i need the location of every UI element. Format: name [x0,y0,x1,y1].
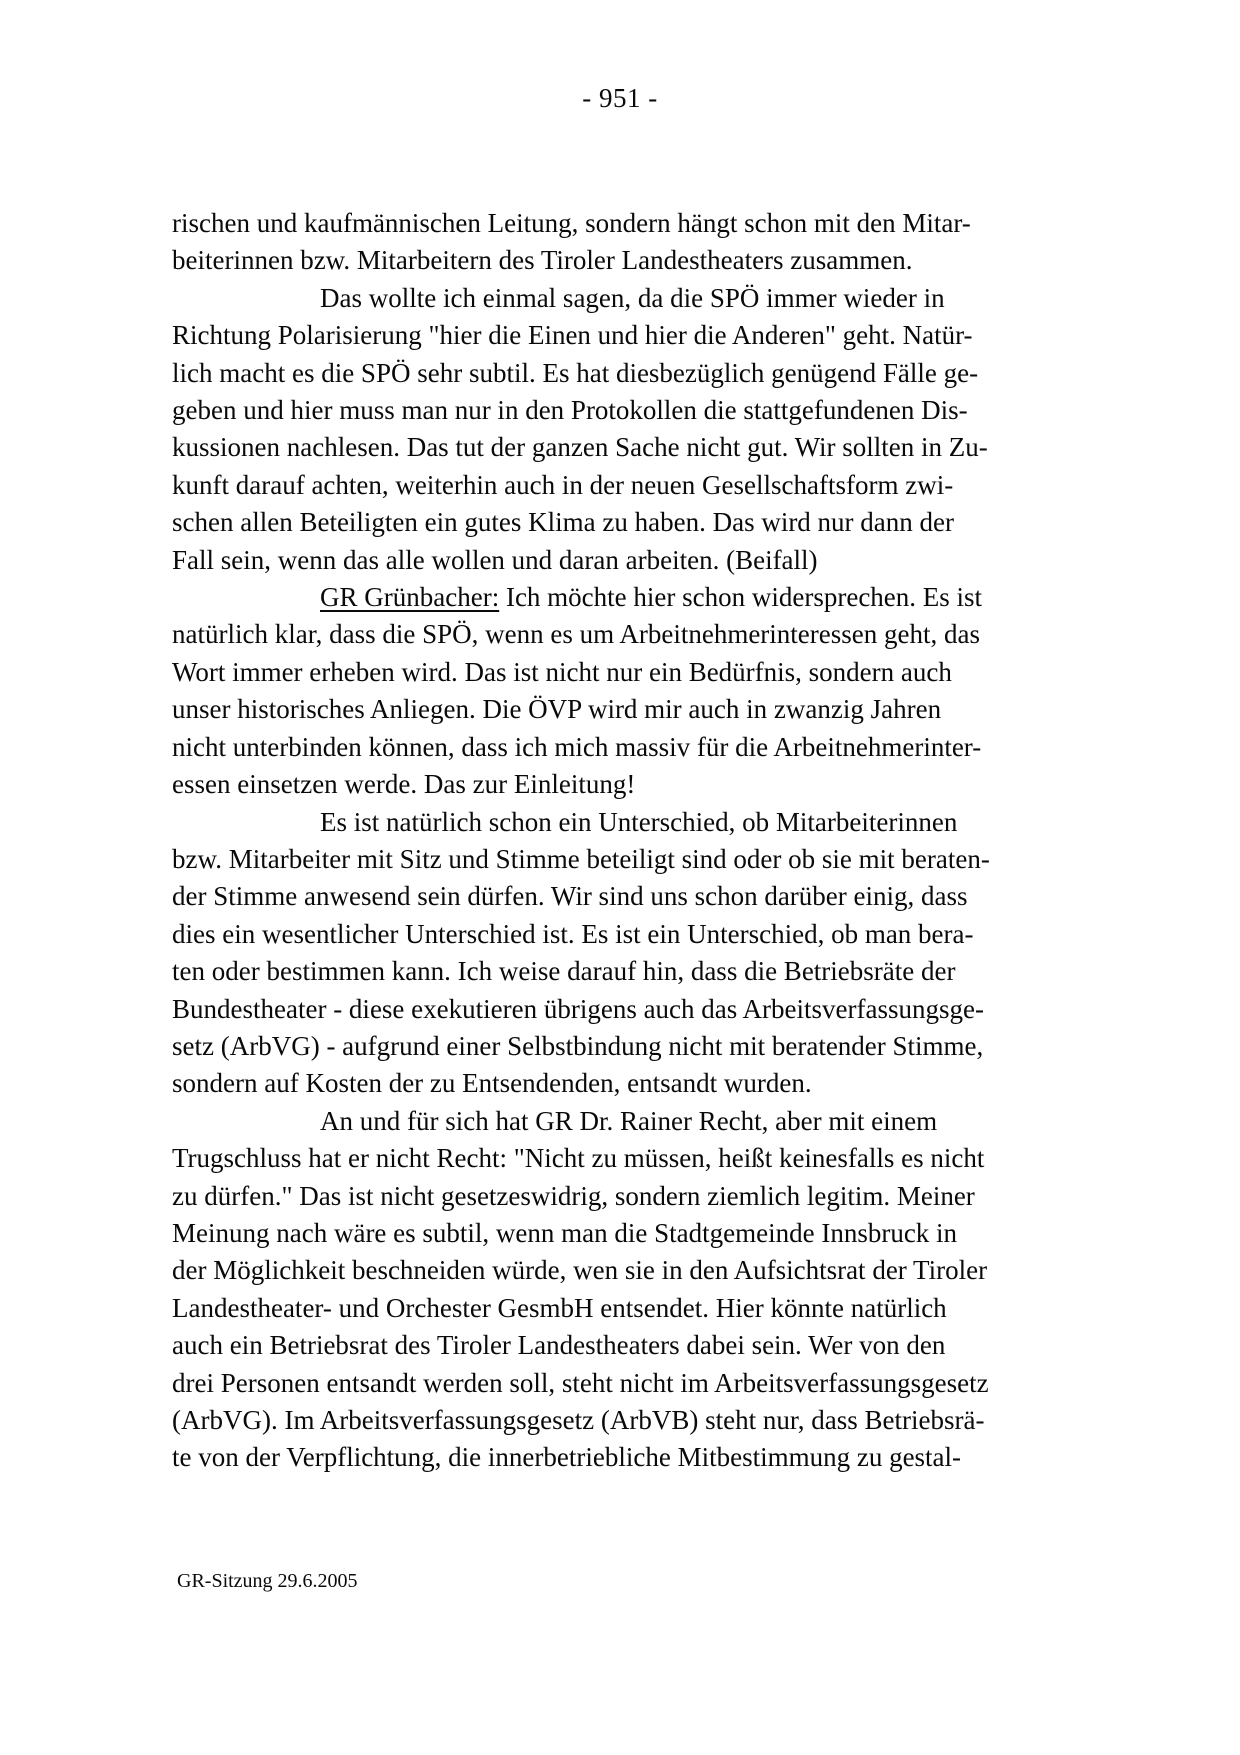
text-line: Das wollte ich einmal sagen, da die SPÖ immer wieder in [320,282,945,313]
text-line: Meinung nach wäre es subtil, wenn man die Stadtgemeinde Innsbruck in [172,1217,958,1248]
text-line: auch ein Betriebsrat des Tiroler Landestheaters dabei sein. Wer von den [172,1330,946,1361]
page-number: - 951 - [582,83,658,113]
text-line: beiterinnen bzw. Mitarbeitern des Tiroler Landestheaters zusammen. [172,245,913,276]
text-line: dies ein wesentlicher Unterschied ist. Es ist ein Unterschied, ob man bera- [172,918,974,949]
text-line-speaker [172,579,1077,616]
text-line: Es ist natürlich schon ein Unterschied, ob Mitarbeiterinnen [320,806,958,837]
text-line: drei Personen entsandt werden soll, steht nicht im Arbeitsverfassungsgesetz [172,1367,989,1398]
text-line: rischen und kaufmännischen Leitung, sondern hängt schon mit den Mitar- [172,208,971,238]
text-line: sondern auf Kosten der zu Entsendenden, entsandt wurden. [172,1068,812,1099]
text-line: te von der Verpflichtung, die innerbetriebliche Mitbestimmung zu gestal- [172,1442,962,1473]
text-line: zu dürfen." Das ist nicht gesetzeswidrig, sondern ziemlich legitim. Meiner [172,1180,975,1211]
footer-session-label: GR-Sitzung 29.6.2005 [177,1570,358,1592]
text-line: (ArbVG). Im Arbeitsverfassungsgesetz (ArbVB) steht nur, dass Betriebsrä- [172,1405,985,1435]
text-line: Wort immer erheben wird. Das ist nicht nur ein Bedürfnis, sondern auch [172,656,952,687]
speaker-text: Ich möchte hier schon widersprechen. Es ist [499,582,983,613]
body-text [172,205,1077,1477]
text-line: der Möglichkeit beschneiden würde, wen sie in den Aufsichtsrat der Tiroler [172,1255,988,1286]
text-line: lich macht es die SPÖ sehr subtil. Es hat diesbezüglich genügend Fälle ge- [172,357,979,388]
text-line: ten oder bestimmen kann. Ich weise darauf hin, dass die Betriebsräte der [172,956,956,987]
text-line: nicht unterbinden können, dass ich mich massiv für die Arbeitnehmerinter- [172,731,982,762]
speaker-name: GR Grünbacher: [320,582,500,613]
text-line: An und für sich hat GR Dr. Rainer Recht, aber mit einem [320,1105,938,1136]
text-line: Landestheater- und Orchester GesmbH entsendet. Hier könnte natürlich [172,1292,947,1323]
text-line: Fall sein, wenn das alle wollen und daran arbeiten. (Beifall) [172,544,818,575]
text-line: geben und hier muss man nur in den Protokollen die stattgefundenen Dis- [172,395,968,426]
text-line: unser historisches Anliegen. Die ÖVP wird mir auch in zwanzig Jahren [172,694,942,725]
text-line: Richtung Polarisierung "hier die Einen und hier die Anderen" geht. Natür- [172,320,973,351]
text-line: kussionen nachlesen. Das tut der ganzen Sache nicht gut. Wir sollten in Zu- [172,432,988,463]
text-line: setz (ArbVG) - aufgrund einer Selbstbindung nicht mit beratender Stimme, [172,1030,984,1061]
text-line: kunft darauf achten, weiterhin auch in der neuen Gesellschaftsform zwi- [172,469,954,500]
text-line: der Stimme anwesend sein dürfen. Wir sind uns schon darüber einig, dass [172,881,968,912]
text-line: Trugschluss hat er nicht Recht: "Nicht zu müssen, heißt keinesfalls es nicht [172,1143,985,1174]
text-line: essen einsetzen werde. Das zur Einleitung! [172,769,636,800]
text-line: Bundestheater - diese exekutieren übrigens auch das Arbeitsverfassungsge- [172,993,984,1024]
text-line: bzw. Mitarbeiter mit Sitz und Stimme beteiligt sind oder ob sie mit beraten- [172,843,990,874]
text-line: schen allen Beteiligten ein gutes Klima zu haben. Das wird nur dann der [172,507,955,538]
text-line: natürlich klar, dass die SPÖ, wenn es um Arbeitnehmerinteressen geht, das [172,619,980,650]
